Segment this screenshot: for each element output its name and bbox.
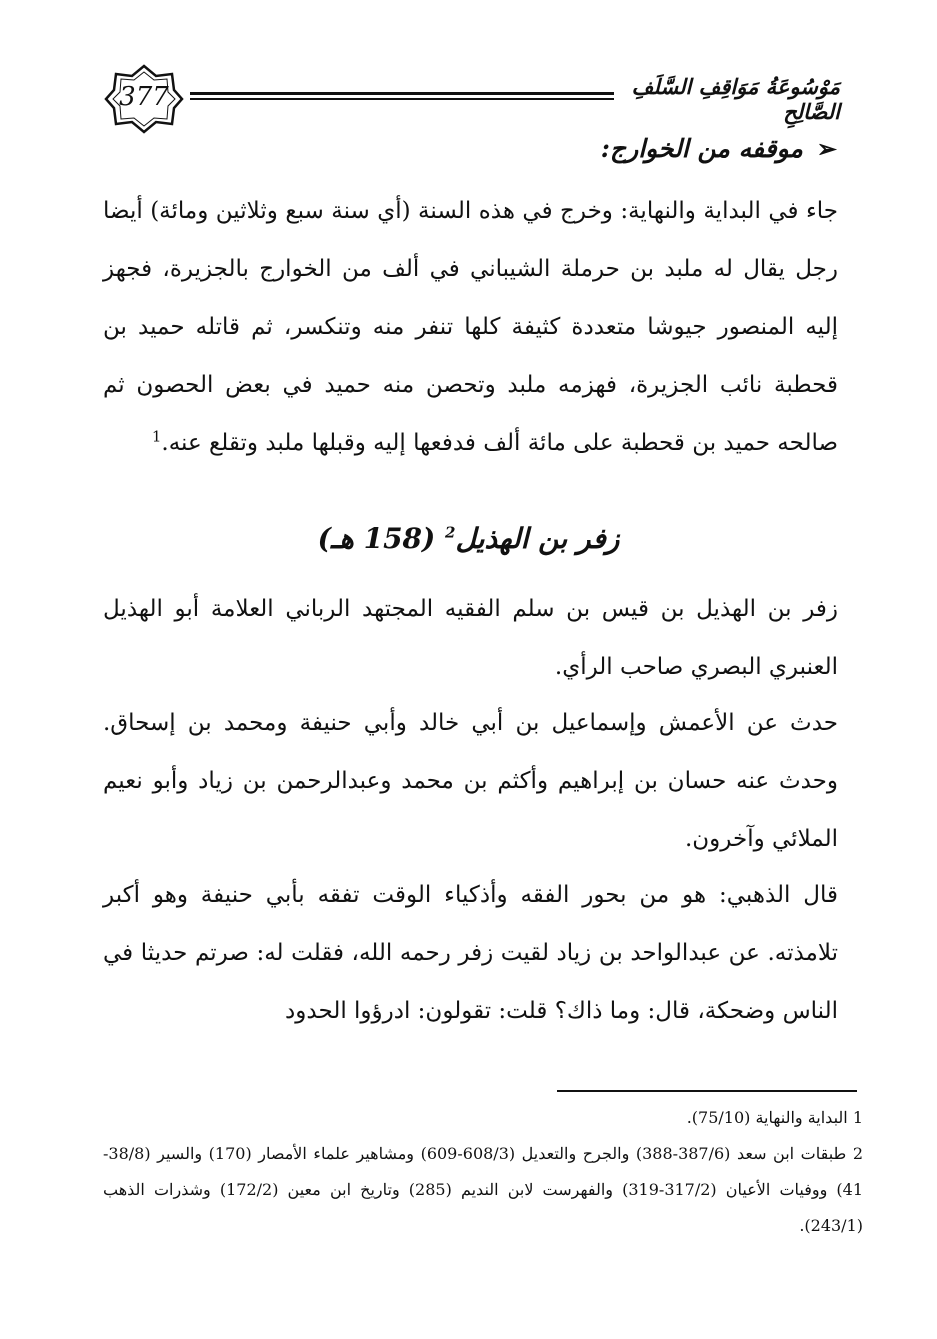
biography-paragraph: قال الذهبي: هو من بحور الفقه وأذكياء الوقت تفقه بأبي حنيفة وهو أكبر تلامذته. عن عبدالواحد بن زياد لقيت زفر رحمه الله، فقلت له: صرتم حديثا في الناس وضحكة، قال: وما ذاك؟ قلت: تقولون: ادرؤوا الحدود [103, 882, 838, 1024]
footnote-separator [557, 1090, 857, 1092]
footnotes [103, 1100, 863, 1244]
biography-paragraph: حدث عن الأعمش وإسماعيل بن أبي خالد وأبي حنيفة ومحمد بن إسحاق. وحدث عنه حسان بن إبراهيم وأكثم بن محمد وعبدالرحمن بن زياد وأبو نعيم الملائي وآخرون. [103, 710, 838, 852]
section-paragraph [103, 182, 838, 472]
footnote-ref-2: 2 [445, 523, 456, 542]
series-title: مَوْسُوعَةُ مَوَاقِفِ السَّلَفِ الصَّالِحِ [614, 74, 840, 124]
arrow-marker-icon: ➢ [816, 134, 837, 163]
biography-paragraph: زفر بن الهذيل بن قيس بن سلم الفقيه المجتهد الرباني العلامة أبو الهذيل العنبري البصري صاحب الرأي. [103, 596, 838, 680]
section-heading-text: موقفه من الخوارج: [600, 134, 803, 163]
biography-heading [100, 522, 837, 555]
section-paragraph-text: جاء في البداية والنهاية: وخرج في هذه السنة (أي سنة سبع وثلاثين ومائة) أيضا رجل يقال له ملبد بن حرملة الشيباني في ألف من الخوارج بالجزيرة، فجهز إليه المنصور جيوشا متعددة كثيفة كلها تنفر منه وتنكسر، ثم قاتله حميد بن قحطبة نائب الجزيرة، فهزمه ملبد وتحصن منه حميد في بعض الحصون ثم صالحه حميد بن قحطبة على مائة ألف فدفعها إليه وقبلها ملبد وتقلع عنه. [103, 198, 838, 456]
page-number: 377 [119, 82, 169, 112]
footnote-item: 1 البداية والنهاية (75/10). [686, 1108, 863, 1127]
biography-death-year: (158 هـ) [317, 522, 436, 555]
page-header [100, 60, 840, 140]
biography-name: زفر بن الهذيل [455, 522, 620, 555]
footnote-item: 2 طبقات ابن سعد (387/6-388) والجرح والتعديل (608/3-609) ومشاهير علماء الأمصار (170) والسير (38/8-41) ووفيات الأعيان (317/2-319) والفهرست لابن النديم (285) وتاريخ ابن معين (172/2) وشذرات الذهب (243/1). [103, 1144, 864, 1235]
page-number-badge [104, 64, 184, 134]
footnote-ref-1: 1 [151, 427, 162, 446]
section-heading [137, 134, 837, 163]
